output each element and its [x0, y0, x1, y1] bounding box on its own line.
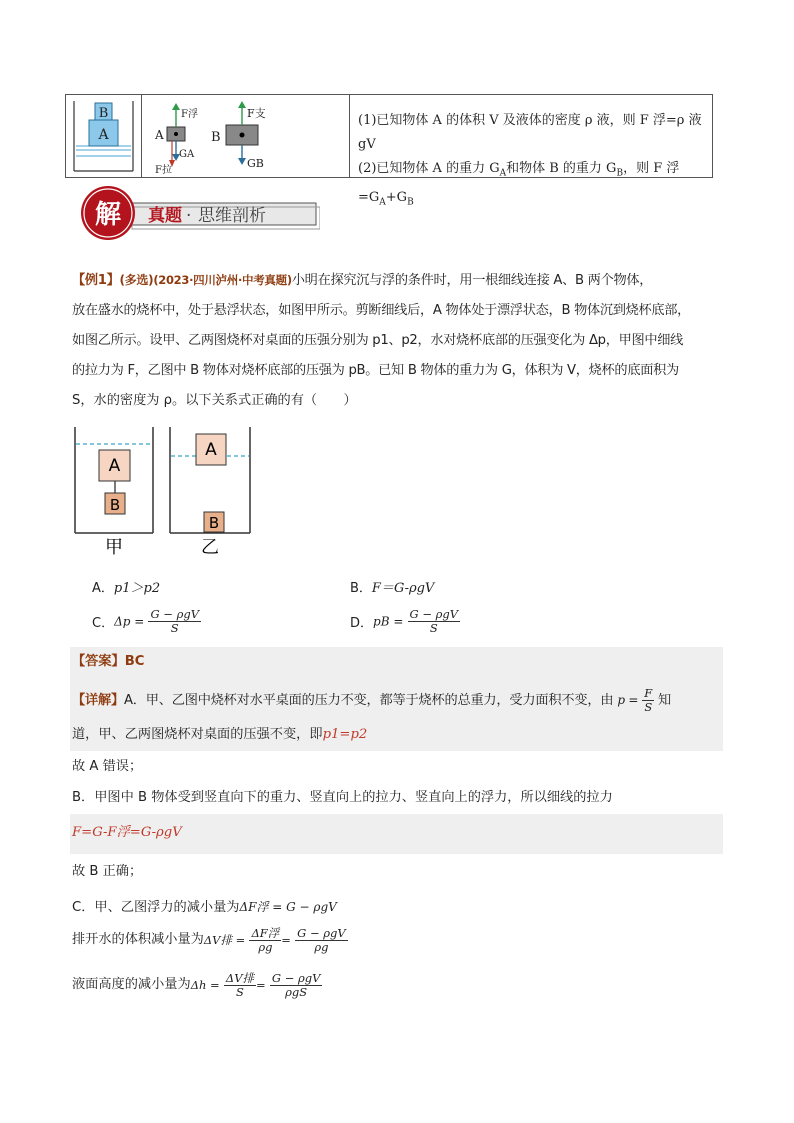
stacked-blocks-cell [66, 95, 142, 177]
support-label: F支 [247, 107, 266, 120]
problem-line-2: 放在盛水的烧杯中，处于悬浮状态，如图甲所示。剪断细线后，A 物体处于漂浮状态，B 物体沉到烧杯底部， [72, 303, 691, 318]
stacked-blocks-diagram [66, 95, 141, 177]
block-a-label: A [98, 127, 109, 143]
gravity-a-label: GA [179, 149, 195, 160]
problem-line-3: 如图乙所示。设甲、乙两图烧杯对桌面的压强分别为 p1、p2，水对烧杯底部的压强变化为 Δp，甲图中细线 [72, 333, 684, 348]
formula-line-1: (1)已知物体 A 的体积 V 及液体的密度 ρ 液，则 F 浮=ρ 液 gV [358, 113, 702, 152]
yi-b-label: B [208, 514, 220, 532]
obj-a-label: A [155, 128, 164, 142]
detail-line-9: 液面高度的减小量为Δh = $\frac{\text{ΔV排}}{S}$ = $\frac{\text{G − ρgV}}{\text{ρgS}}$ [72, 970, 321, 999]
banner-red-text: 真题 [148, 206, 182, 226]
force-diagram-cell [141, 95, 350, 177]
option-c[interactable]: C．Δp = $\frac{\text{G − ρgV}}{S}$ [92, 607, 199, 635]
detail-line-4: B．甲图中 B 物体受到竖直向下的重力、竖直向上的拉力、竖直向上的浮力，所以细线的拉力 [72, 790, 613, 805]
formula-text [358, 109, 708, 214]
answer-line: 【答案】BC [72, 654, 145, 669]
option-b[interactable]: B．F＝G-ρgV [350, 581, 435, 596]
detail-line-3: 故 A 错误； [72, 759, 143, 774]
tension-label: F拉 [155, 165, 172, 176]
section-banner [80, 185, 320, 243]
jia-b-label: B [109, 496, 121, 514]
jia-a-label: A [108, 456, 121, 476]
option-a[interactable]: A．p1＞p2 [92, 581, 161, 596]
yi-a-label: A [205, 440, 217, 460]
formula-table [65, 94, 713, 208]
banner-icon-text: 解 [94, 200, 122, 230]
gravity-b-label: GB [247, 157, 264, 170]
banner-title: 思维剖析 [198, 206, 266, 226]
formula-line-2: (2)已知物体 A 的重力 $G_A$和物体 B 的重力 $G_B$，则 F 浮 $=G_A+G_B$ [358, 161, 680, 208]
option-d-fraction: $\frac{\text{G − ρgV}}{S}$ [409, 607, 459, 635]
detail-line-5: F=G-F浮=G-ρgV [72, 825, 182, 840]
label-yi: 乙 [201, 537, 219, 558]
detail-line-1: 【详解】A．甲、乙图中烧杯对水平桌面的压力不变，都等于烧杯的总重力，受力面积不变，由 p = $\frac{F}{S}$ 知 [72, 685, 672, 714]
detail-line-7: C．甲、乙图浮力的减小量为ΔF浮 = G − ρgV [72, 900, 337, 915]
option-d[interactable]: D．pB = $\frac{\text{G − ρgV}}{S}$ [350, 607, 459, 635]
detail-line-8: 排开水的体积减小量为ΔV排 = $\frac{\text{ΔF浮}}{\rho g}$ = $\frac{\text{G − ρgV}}{\rho g}$ [72, 925, 346, 954]
example-problem [72, 265, 732, 416]
banner-graphic [80, 185, 320, 243]
label-jia: 甲 [105, 537, 123, 558]
obj-b-label: B [211, 130, 221, 145]
problem-line-5: S，水的密度为 ρ。以下关系式正确的有（ ） [72, 393, 357, 408]
option-c-fraction: $\frac{\text{G − ρgV}}{S}$ [150, 607, 199, 635]
problem-line-1: 【例1】(多选)(2023·四川泸州·中考真题)小明在探究沉与浮的条件时，用一根细线连接 A、B 两个物体， [72, 273, 653, 288]
detail-line-2: 道，甲、乙两图烧杯对桌面的压强不变，即p1=p2 [72, 727, 368, 742]
buoyancy-label: F浮 [181, 109, 198, 120]
detail-line-6: 故 B 正确； [72, 864, 143, 879]
banner-dot: · [186, 206, 192, 226]
beaker-figure [70, 425, 260, 560]
block-b-label: B [98, 106, 109, 121]
problem-line-4: 的拉力为 F，乙图中 B 物体对烧杯底部的压强为 pB。已知 B 物体的重力为 G，体积为 V，烧杯的底面积为 [72, 363, 679, 378]
force-diagram [141, 95, 349, 177]
